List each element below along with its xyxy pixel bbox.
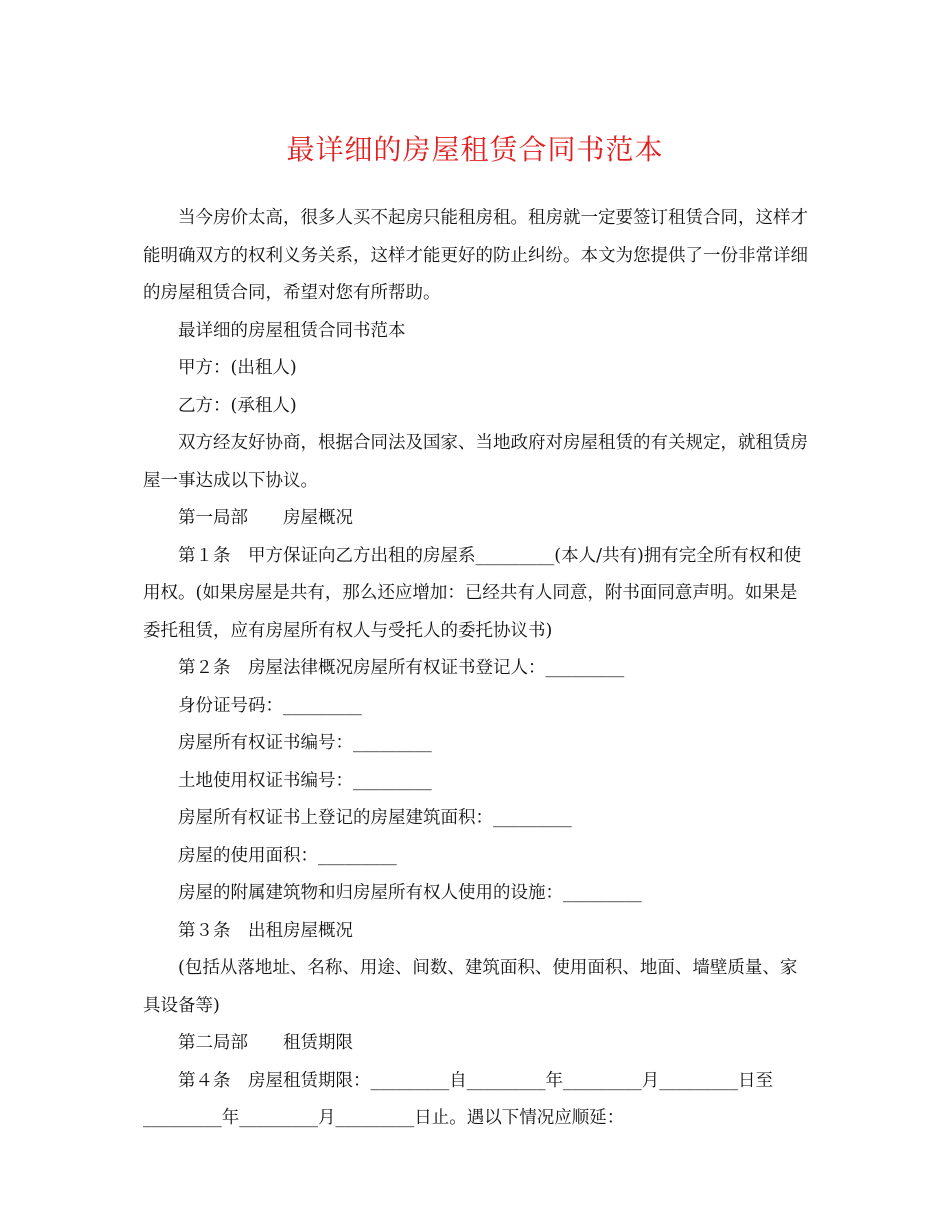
building-area-line: 房屋所有权证书上登记的房屋建筑面积：_________	[178, 808, 572, 828]
id-number-line: 身份证号码：_________	[178, 695, 362, 716]
document-title: 最详细的房屋租赁合同书范本	[286, 133, 664, 166]
article-2: 第２条 房屋法律概况房屋所有权证书登记人：_________	[178, 658, 625, 678]
usable-area-line: 房屋的使用面积：_________	[178, 845, 397, 866]
intro-paragraph: 当今房价太高，很多人买不起房只能租房租。租房就一定要签订租赁合同，这样才能明确双方的权利义务关系，这样才能更好的防止纠纷。本文为您提供了一份非常详细的房屋租赁合同，希望对您有所帮助。	[143, 208, 808, 303]
party-a-line: 甲方：(出租人)	[178, 358, 297, 378]
article-3: 第３条 出租房屋概况	[178, 920, 353, 941]
section-1-heading: 第一局部 房屋概况	[178, 508, 353, 528]
party-b-line: 乙方：(承租人)	[178, 395, 297, 416]
facilities-line: 房屋的附属建筑物和归房屋所有权人使用的设施：_________	[178, 883, 642, 903]
article-3-detail: (包括从落地址、名称、用途、间数、建筑面积、使用面积、地面、墙壁质量、家具设备等)	[143, 958, 798, 1016]
section-2-heading: 第二局部 租赁期限	[178, 1033, 353, 1053]
agreement-paragraph: 双方经友好协商，根据合同法及国家、当地政府对房屋租赁的有关规定，就租赁房屋一事达成以下协议。	[143, 433, 808, 491]
article-1: 第１条 甲方保证向乙方出租的房屋系_________(本人/共有)拥有完全所有权和使用权。(如果房屋是共有，那么还应增加：已经共有人同意，附书面同意声明。如果是委托租赁，应有房屋所有权人与受托人的委托协议书)	[143, 545, 802, 641]
ownership-cert-line: 房屋所有权证书编号：_________	[178, 733, 432, 753]
document-body	[143, 200, 808, 1138]
subtitle-line: 最详细的房屋租赁合同书范本	[178, 320, 406, 341]
article-4: 第４条 房屋租赁期限：_________自_________年_________月_________日至_________年_________月_________日止。遇以下情况应顺延：	[143, 1070, 773, 1128]
land-cert-line: 土地使用权证书编号：_________	[178, 770, 432, 791]
